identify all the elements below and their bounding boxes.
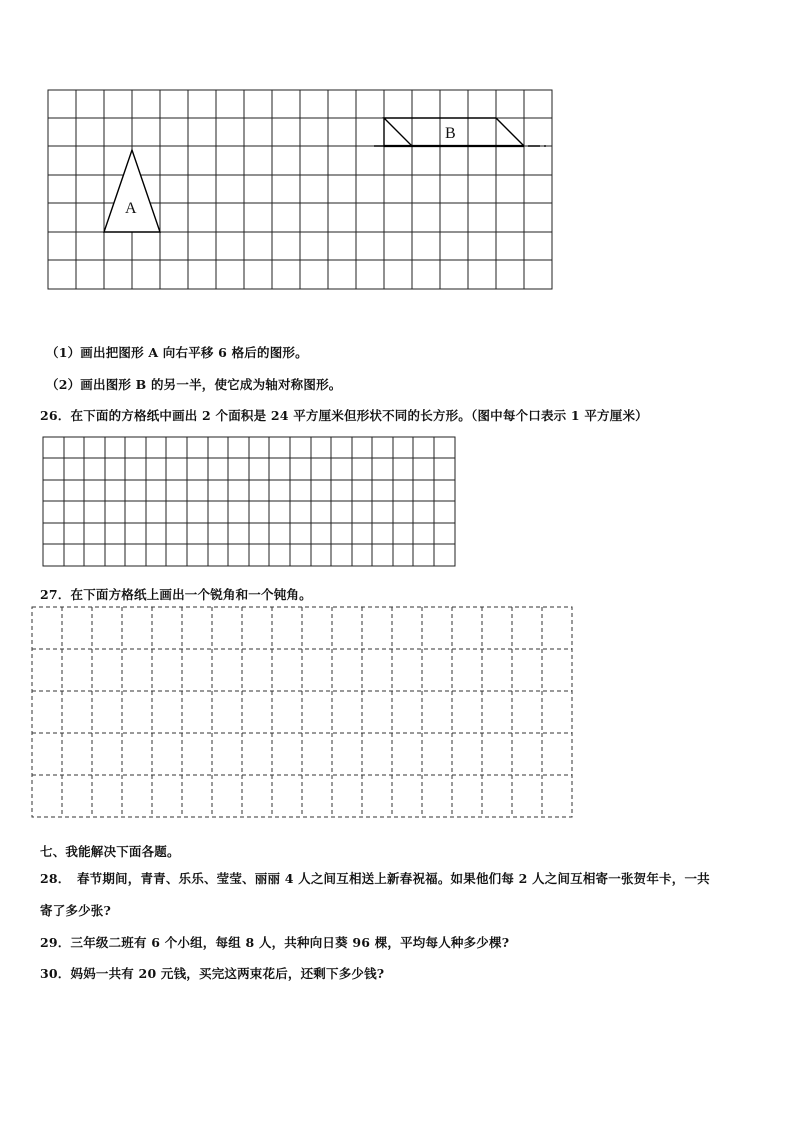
triangle-a [104,150,160,232]
section-7-heading: 七、我能解决下面各题。 [40,844,180,859]
q28-line1: 28． 春节期间，青青、乐乐、莹莹、丽丽 4 人之间互相送上新春祝福。如果他们每 2 人之间互相寄一张贺年卡，一共 [40,871,710,886]
grid-figure-translation-symmetry [40,84,560,294]
q28-line2: 寄了多少张? [40,903,112,918]
shape-b-label: B [445,125,456,142]
grid-square-cm [40,434,460,570]
q25-part1: （1）画出把图形 A 向右平移 6 格后的图形。 [46,345,308,360]
dashed-grid-angles [28,604,578,822]
q26-question: 26．在下面的方格纸中画出 2 个面积是 24 平方厘米但形状不同的长方形。（图中每个口表示 1 平方厘米） [40,408,648,423]
q27-question: 27．在下面方格纸上画出一个锐角和一个钝角。 [40,587,312,602]
q25-part2: （2）画出图形 B 的另一半，使它成为轴对称图形。 [46,377,342,392]
q30-question: 30．妈妈一共有 20 元钱，买完这两束花后，还剩下多少钱? [40,966,385,981]
triangle-a-label: A [125,200,137,217]
q29-question: 29．三年级二班有 6 个小组，每组 8 人，共种向日葵 96 棵，平均每人种多少棵? [40,935,510,950]
